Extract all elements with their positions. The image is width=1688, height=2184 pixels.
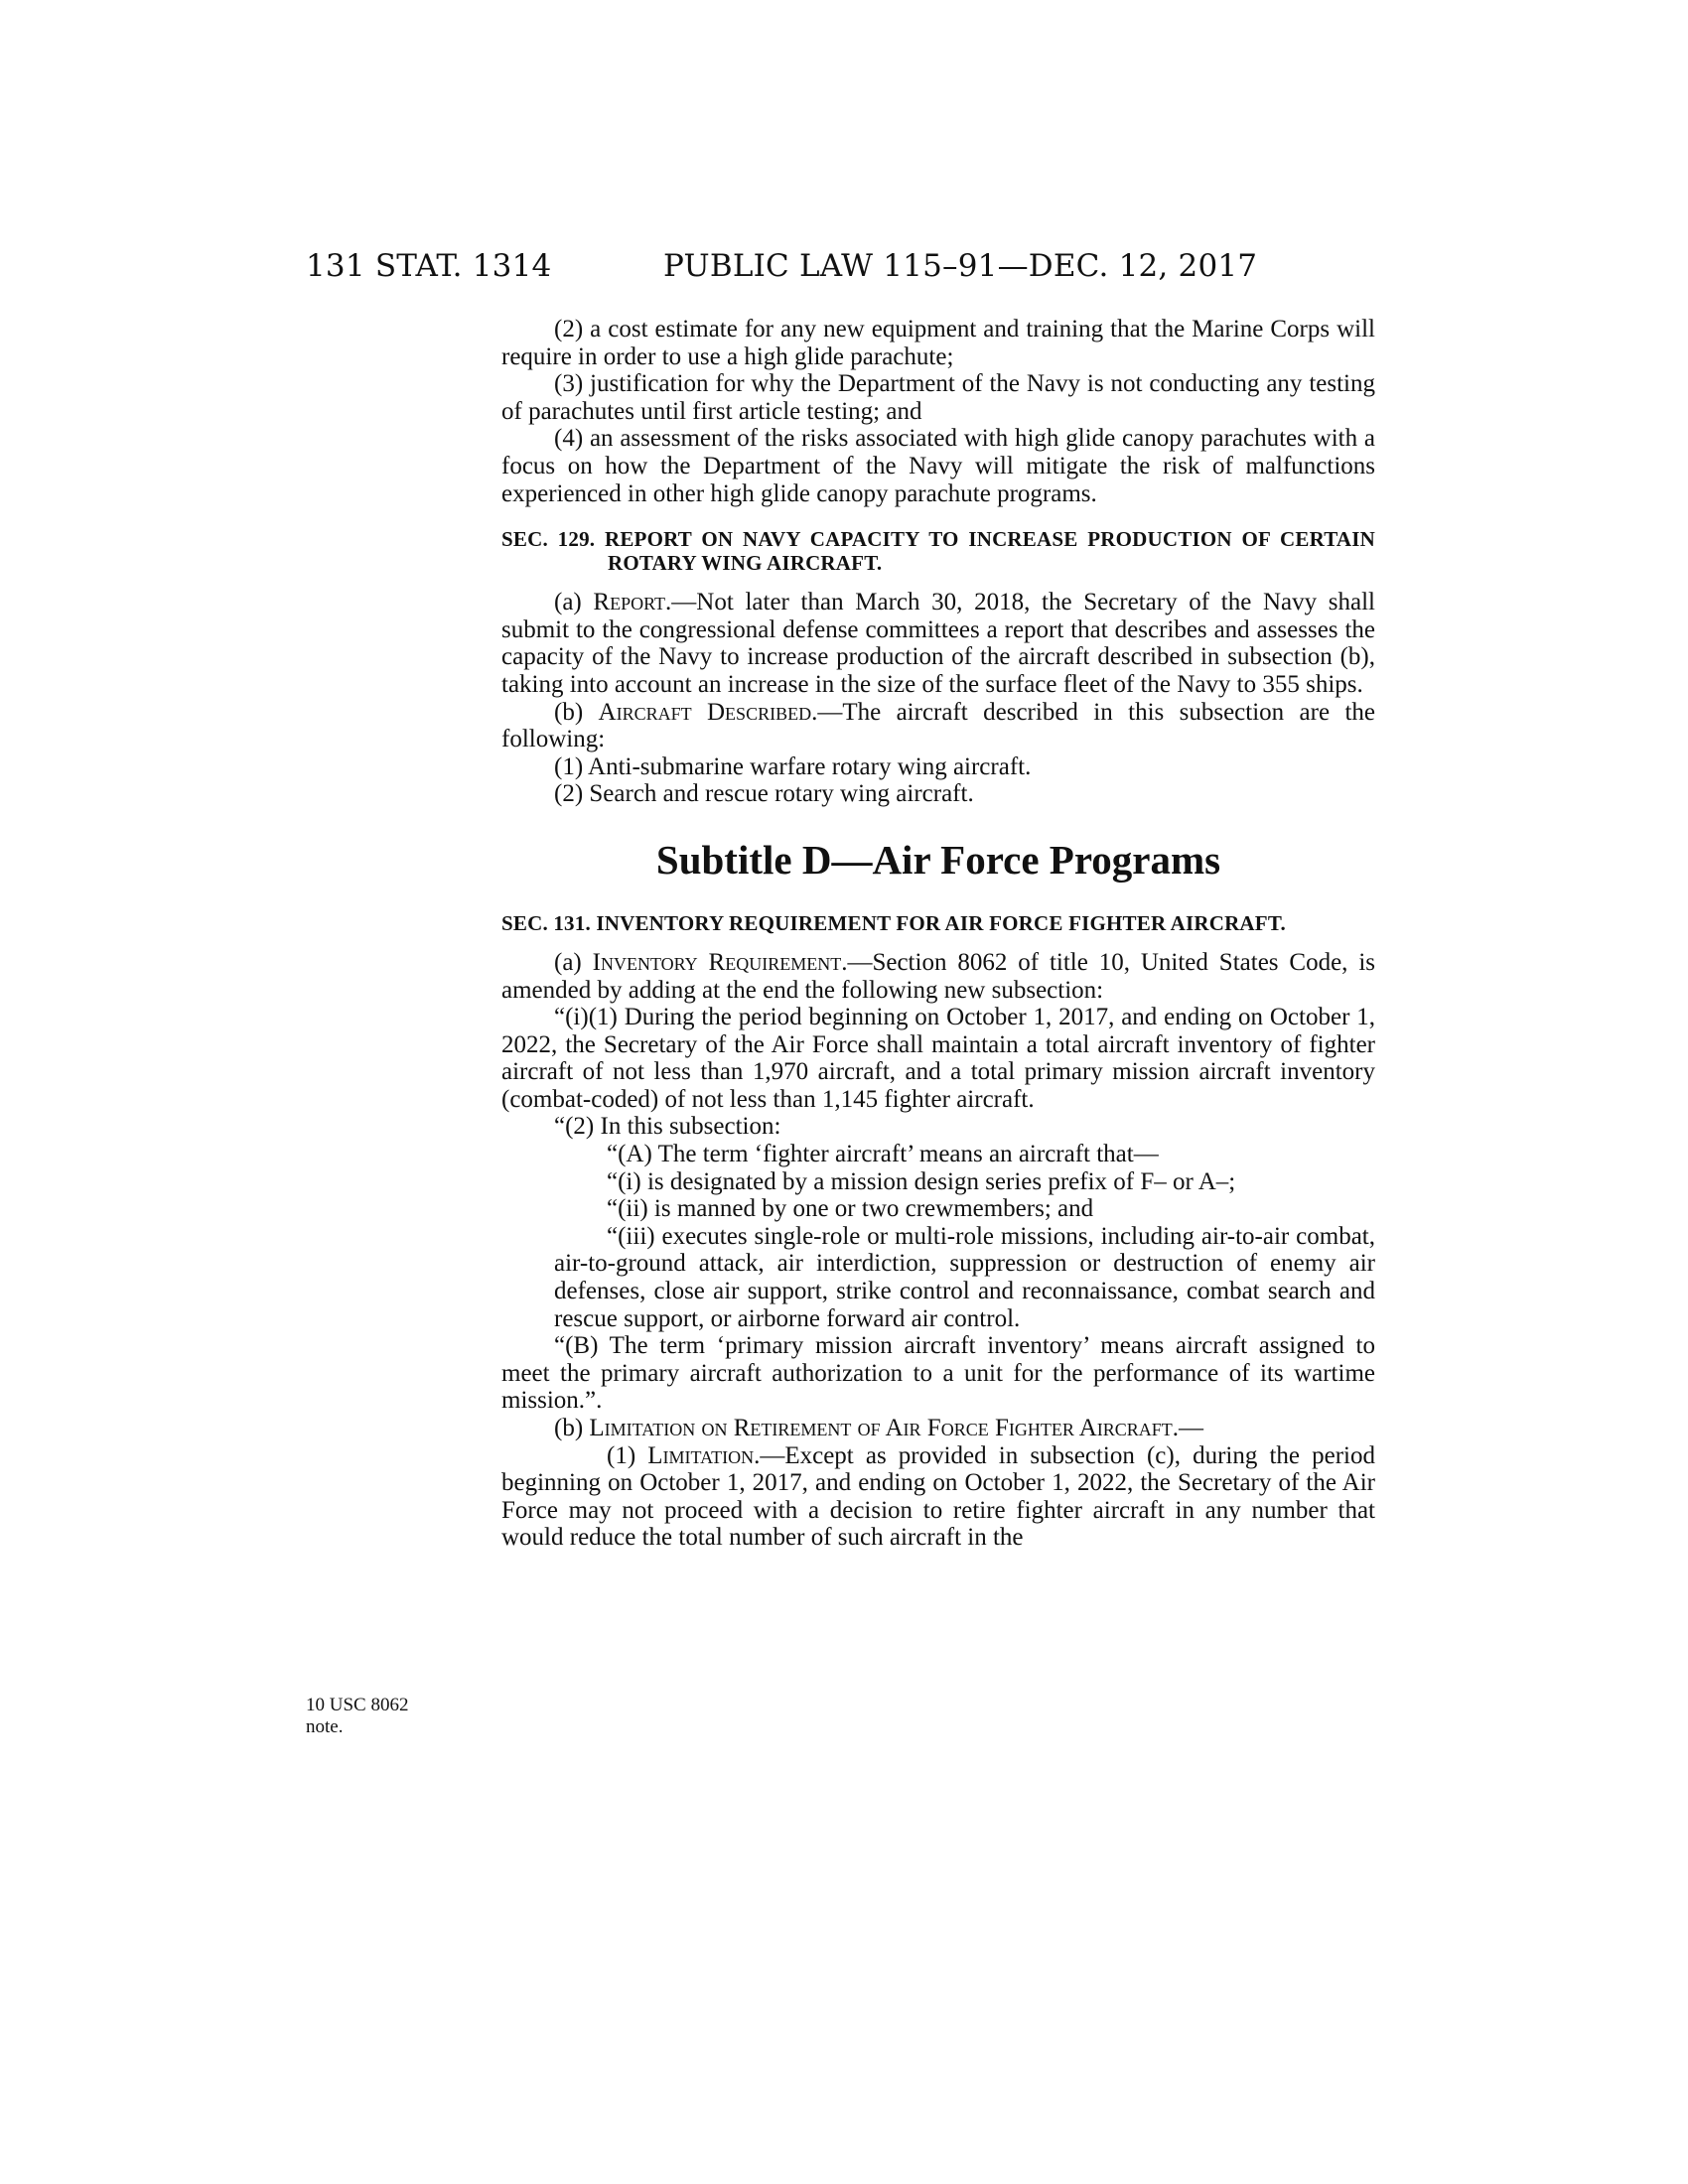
section-129-item-2: (2) Search and rescue rotary wing aircraft.: [554, 780, 974, 808]
subsection-label: (a): [554, 948, 593, 976]
subsection-term: Inventory Requirement: [592, 948, 842, 976]
subsection-label: (b): [554, 1415, 590, 1441]
section-129-subsection-a: [501, 589, 1375, 698]
subtitle-heading: Subtitle D—Air Force Programs: [655, 836, 1221, 883]
section-131-quoted-i1: “(i)(1) During the period beginning on October 1, 2017, and ending on October 1, 2022, the Secretary of the Air Force shall maintain a total aircraft inventory of fighter aircraft of not less than 1,970 aircraft, and a total primary mission aircraft inventory (combat-coded) of not less than 1,145 fighter aircraft.: [501, 1004, 1375, 1113]
running-header-title: PUBLIC LAW 115–91—DEC. 12, 2017: [663, 248, 1258, 284]
section-131-subsection-b-1: [501, 1442, 1375, 1552]
section-129-item-1: (1) Anti-submarine warfare rotary wing aircraft.: [554, 752, 1032, 780]
section-131-term-A-iii: “(iii) executes single-role or multi-role missions, including air-to-air combat, air-to-ground attack, air interdiction, suppression or destruction of enemy air defenses, close air support, strike control and reconnaissance, combat search and rescue support, or airborne forward air control.: [554, 1222, 1375, 1332]
subsection-text: .—Not later than March 30, 2018, the Secretary of the Navy shall submit to the congressional defense committees a report that describes and assesses the capacity of the Navy to increase production of the aircraft described in subsection (b), taking into account an increase in the size of the surface fleet of the Navy to 355 ships.: [501, 589, 1376, 698]
section-129-subsection-b: [501, 699, 1375, 753]
section-131-heading: SEC. 131. INVENTORY REQUIREMENT FOR AIR FORCE FIGHTER AIRCRAFT.: [501, 910, 1286, 935]
paragraph-term: Limitation: [647, 1441, 755, 1469]
section-131-subsection-b: [501, 1415, 1375, 1442]
subsection-label: (b): [554, 698, 599, 726]
paragraph-text: .—Except as provided in subsection (c), during the period beginning on October 1, 2017, and ending on October 1, 2022, the Secretary of the Air Force may not proceed with a decision to retire fighter aircraft in any number that would reduce the total number of such aircraft in the: [501, 1441, 1375, 1552]
section-131-quoted-i2: “(2) In this subsection:: [554, 1113, 781, 1141]
paragraph-label: (1): [607, 1441, 648, 1469]
continuation-item-2: (2) a cost estimate for any new equipment and training that the Marine Corps will require in order to use a high glide parachute;: [501, 316, 1375, 370]
subsection-text: .—Section 8062 of title 10, United States Code, is amended by adding at the end the following new subsection:: [501, 948, 1376, 1004]
section-131-subsection-a: [501, 949, 1375, 1004]
continuation-item-3: (3) justification for why the Department of the Navy is not conducting any testing of parachutes until first article testing; and: [501, 370, 1375, 425]
subsection-term: Aircraft Described: [598, 698, 812, 726]
subsection-label: (a): [554, 589, 594, 616]
section-131-term-A-ii: “(ii) is manned by one or two crewmembers; and: [607, 1195, 1094, 1223]
margin-note-line-1: 10 USC 8062: [306, 1695, 409, 1715]
section-129-heading: SEC. 129. REPORT ON NAVY CAPACITY TO INCREASE PRODUCTION OF CERTAIN ROTARY WING AIRCRAFT.: [501, 527, 1375, 576]
section-131-term-A-i: “(i) is designated by a mission design series prefix of F– or A–;: [607, 1167, 1236, 1195]
statute-page-number: 131 STAT. 1314: [306, 248, 552, 284]
subsection-text: .—The aircraft described in this subsection are the following:: [501, 698, 1376, 753]
subsection-term: Limitation on Retirement of Air Force Fighter Aircraft: [589, 1415, 1173, 1441]
document-body: [501, 316, 1375, 1552]
margin-note-line-2: note.: [306, 1716, 344, 1737]
section-131-term-A: “(A) The term ‘fighter aircraft’ means an aircraft that—: [607, 1141, 1159, 1168]
subsection-term: Report: [593, 589, 666, 616]
margin-citation-note: [306, 1695, 408, 1738]
section-131-term-B: “(B) The term ‘primary mission aircraft inventory’ means aircraft assigned to meet the primary aircraft authorization to a unit for the performance of its wartime mission.”.: [501, 1332, 1375, 1415]
continuation-item-4: (4) an assessment of the risks associated with high glide canopy parachutes with a focus on how the Department of the Navy will mitigate the risk of malfunctions experienced in other high glide canopy parachute programs.: [501, 425, 1375, 507]
subsection-text: .—: [1172, 1415, 1204, 1441]
